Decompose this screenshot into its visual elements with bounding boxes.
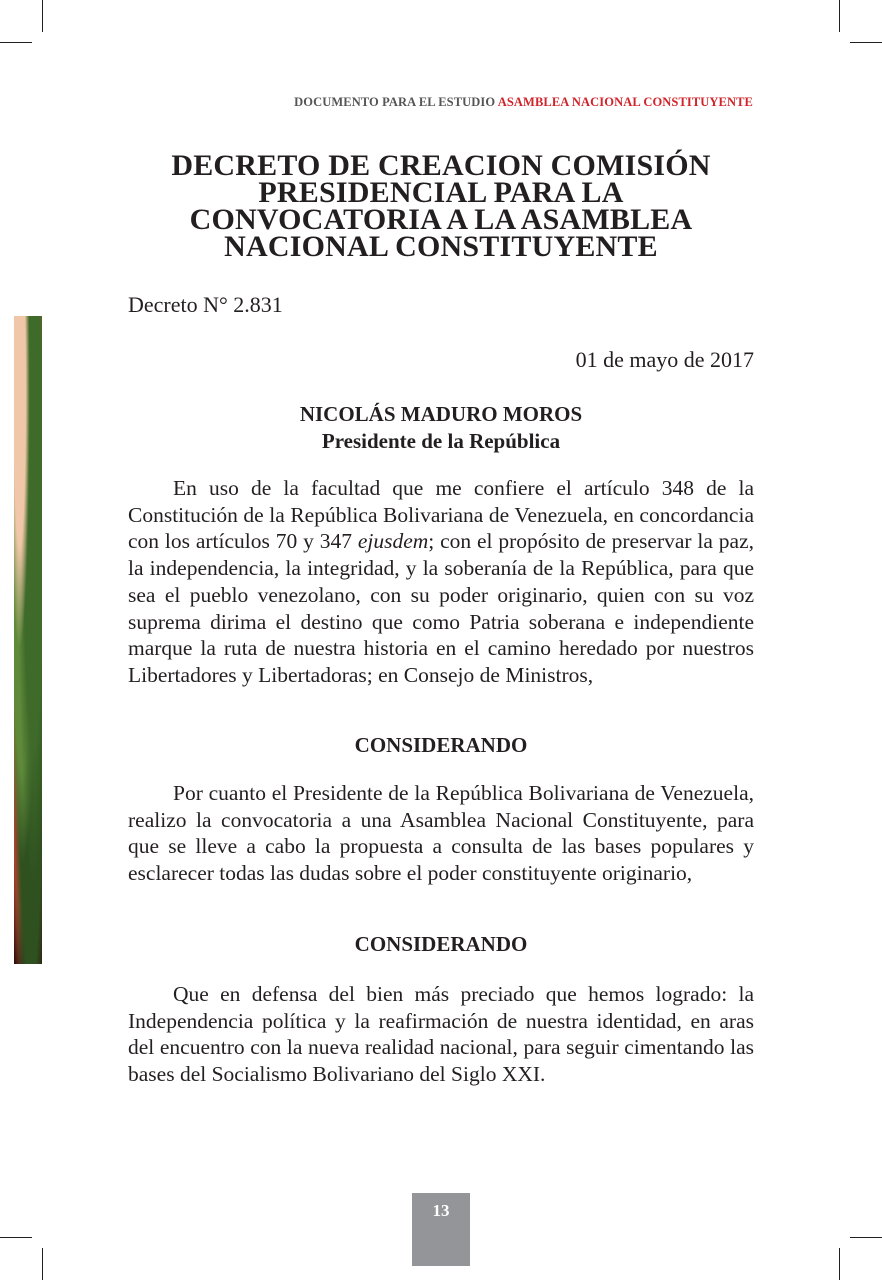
preamble-paragraph [128,475,754,689]
page-number-box [412,1193,470,1266]
signatory-role: Presidente de la República [321,429,561,453]
preamble-italic-term: ejusdem [357,529,429,554]
crop-mark [0,42,32,43]
preamble-text-b: ; con el propósito de preservar la paz, la independencia, la integridad, y la soberanía de la República, para que sea el pueblo venezolano, con su poder originario, quien con su voz suprema dirima el destino que como Patria soberana e independiente marque la ruta de nuestra historia en el camino heredado por nuestros Libertadores y Libertadoras; en Consejo de Ministros, [128,529,755,687]
preamble-text-a: En uso de la facultad que me confiere el artículo 348 de la Constitución de la República Bolivariana de Venezuela, en concordancia con los artículos 70 y 347 [128,476,754,554]
crop-mark [850,1237,882,1238]
crop-mark [850,42,882,43]
signatory-block [128,401,754,455]
title-line: NACIONAL CONSTITUYENTE [224,230,658,263]
signatory-name: NICOLÁS MADURO MOROS [299,402,583,426]
crop-mark [839,1248,840,1280]
crop-mark [839,0,840,32]
crop-mark [42,1248,43,1280]
side-photo-strip [14,316,42,964]
page-number: 13 [432,1201,450,1220]
considerando-paragraph: Que en defensa del bien más preciado que hemos logrado: la Independencia política y la reafirmación de nuestra identidad, en aras del encuentro con la nueva realidad nacional, para seguir cimentando las bases del Socialismo Bolivariano del Siglo XXI. [128,982,754,1087]
running-header-prefix: DOCUMENTO PARA EL ESTUDIO [294,95,496,109]
crop-mark [42,0,43,32]
document-title [128,149,754,263]
title-line: PRESIDENCIAL PARA LA [258,176,624,209]
considerando-heading: CONSIDERANDO [354,733,528,757]
running-header [294,95,753,110]
considerando-heading: CONSIDERANDO [354,932,528,956]
decree-number: Decreto N° 2.831 [128,292,283,317]
considerando-paragraph: Por cuanto el Presidente de la República Bolivariana de Venezuela, realizo la convocatoria a una Asamblea Nacional Constituyente, para que se lleve a cabo la propuesta a consulta de las bases populares y esclarecer todas las dudas sobre el poder constituyente originario, [128,781,754,886]
crop-mark [0,1237,32,1238]
title-line: DECRETO DE CREACION COMISIÓN [171,149,711,182]
decree-date: 01 de mayo de 2017 [575,347,754,372]
title-line: CONVOCATORIA A LA ASAMBLEA [189,203,693,236]
running-header-highlight: ASAMBLEA NACIONAL CONSTITUYENTE [497,95,753,109]
